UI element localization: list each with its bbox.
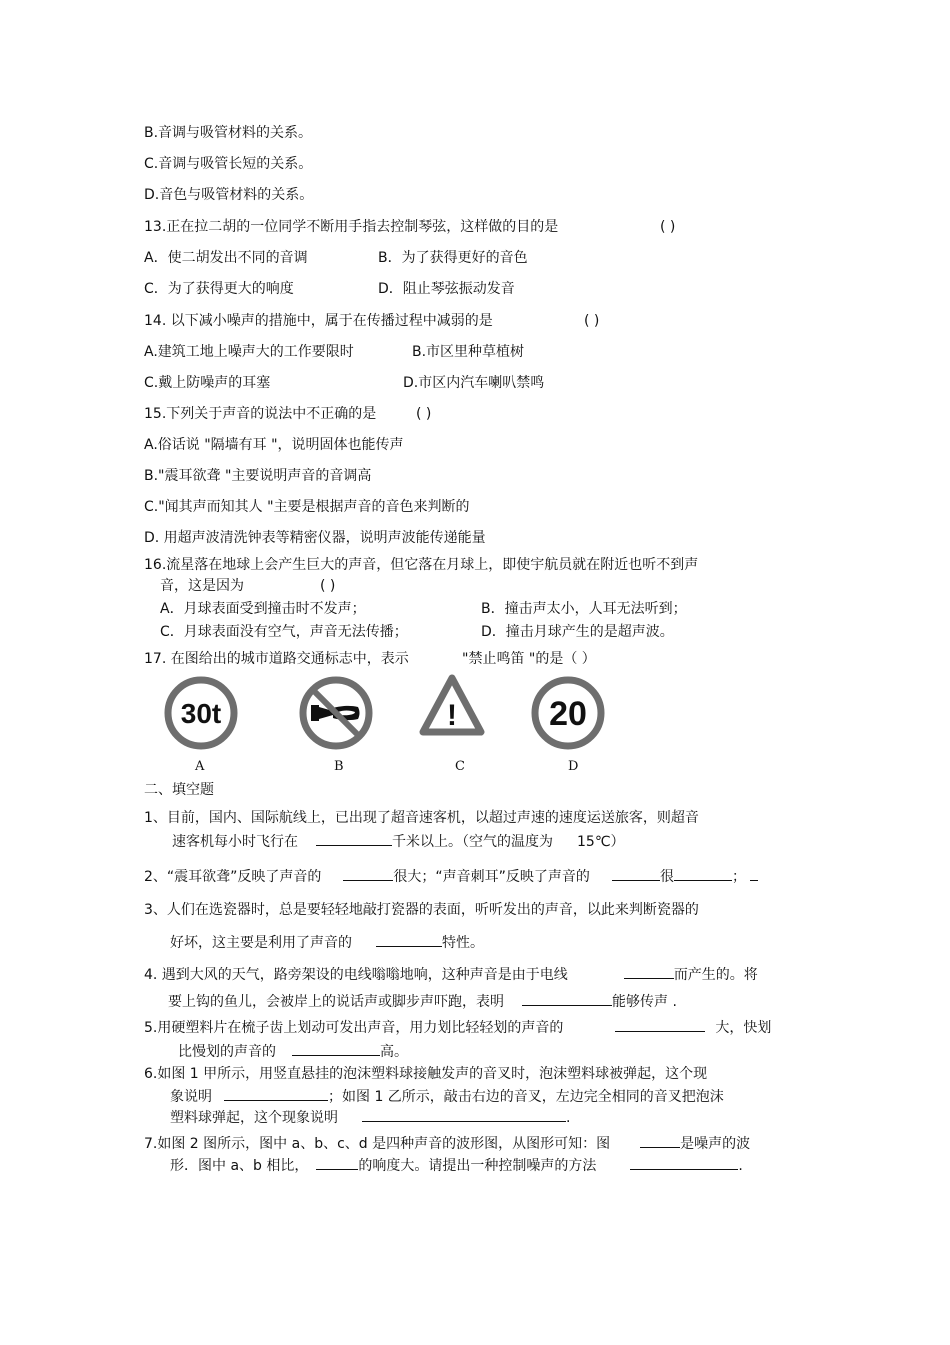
fill7-blank-2[interactable] — [316, 1155, 358, 1170]
q15-option-a: A.俗话说 "隔墙有耳 "，说明固体也能传声 — [144, 437, 404, 453]
fill1-blank[interactable] — [316, 831, 392, 846]
speed-limit-sign-text: 20 — [549, 695, 587, 733]
fill4-line2 — [168, 991, 677, 1011]
sign-label-a: A — [195, 759, 205, 774]
fill6-text-b: ；如图 1 乙所示，敲击右边的音叉，左边完全相同的音叉把泡沫 — [328, 1089, 724, 1105]
q16-answer-paren: ( ) — [320, 578, 336, 594]
fill6-line3 — [170, 1107, 570, 1127]
sign-label-d: D — [568, 759, 579, 774]
q14-option-c: C.戴上防噪声的耳塞 — [144, 375, 271, 391]
q12-option-d: D.音色与吸管材料的关系。 — [144, 187, 314, 203]
fill4-text-a: 4. 遇到大风的天气，路旁架设的电线嗡嗡地响，这种声音是由于电线 — [144, 967, 568, 983]
q13-option-c: C．为了获得更大的响度 — [144, 281, 294, 297]
fill6-text-d: . — [566, 1110, 571, 1126]
fill6-text-a: 象说明 — [170, 1089, 212, 1105]
weight-limit-sign-text: 30t — [180, 698, 222, 729]
fill3-line2 — [170, 932, 484, 952]
fill2-text-a: 2、“震耳欲聋”反映了声音的 — [144, 869, 322, 885]
q14-answer-paren: ( ) — [584, 313, 600, 329]
weight-limit-sign — [163, 675, 239, 751]
fill6-blank-1[interactable] — [224, 1086, 328, 1101]
q17-stem-quote: "禁止鸣笛 "的是（ ） — [462, 651, 596, 667]
fill4-text-d: 能够传声 . — [612, 994, 677, 1010]
q17-stem: 17. 在图给出的城市道路交通标志中，表示 — [144, 651, 409, 667]
q16-stem-line1: 16.流星落在地球上会产生巨大的声音，但它落在月球上，即使宇航员就在附近也听不到声 — [144, 557, 699, 573]
q14-option-d: D.市区内汽车喇叭禁鸣 — [403, 375, 545, 391]
fill5-blank-1[interactable] — [615, 1017, 705, 1032]
fill7-line1 — [144, 1133, 750, 1153]
fill2-text-b: 很大；“声音刺耳”反映了声音的 — [393, 869, 590, 885]
fill4-text-c: 要上钩的鱼儿，会被岸上的说话声或脚步声吓跑，表明 — [168, 994, 504, 1010]
fill3-text-b: 特性。 — [442, 935, 484, 951]
fill5-blank-2[interactable] — [292, 1041, 380, 1056]
q13-stem: 13.正在拉二胡的一位同学不断用手指去控制琴弦，这样做的目的是 — [144, 219, 559, 235]
fill2-blank-1[interactable] — [343, 866, 393, 881]
fill7-text-b: 是噪声的波 — [680, 1136, 751, 1152]
fill7-text-a: 7.如图 2 图所示，图中 a、b、c、d 是四种声音的波形图，从图形可知：图 — [144, 1136, 611, 1152]
fill6-blank-2[interactable] — [362, 1107, 566, 1122]
fill1-line2 — [172, 831, 625, 851]
fill5-text-b: 大，快划 — [715, 1020, 772, 1036]
warning-sign-text: ! — [447, 699, 457, 732]
fill2-blank-2[interactable] — [612, 866, 660, 881]
fill2-blank-4[interactable] — [750, 866, 758, 881]
q13-option-d: D．阻止琴弦振动发音 — [378, 281, 515, 297]
q16-stem-line2: 音，这是因为 — [160, 578, 244, 594]
section-title: 二、填空题 — [144, 782, 214, 798]
q14-stem: 14. 以下减小噪声的措施中，属于在传播过程中减弱的是 — [144, 313, 493, 329]
fill4-line1 — [144, 964, 758, 984]
fill1-text-a: 速客机每小时飞行在 — [172, 834, 298, 850]
fill7-text-c: 形．图中 a、b 相比， — [170, 1158, 309, 1174]
fill7-blank-3[interactable] — [630, 1155, 738, 1170]
fill5-text-d: 高。 — [380, 1044, 408, 1060]
q14-option-a: A.建筑工地上噪声大的工作要限时 — [144, 344, 354, 360]
fill7-text-d: 的响度大。请提出一种控制噪声的方法 — [358, 1158, 597, 1174]
q15-option-c: C."闻其声而知其人 "主要是根据声音的音色来判断的 — [144, 499, 470, 515]
fill2-text-d: ； — [731, 869, 746, 885]
sign-label-b: B — [334, 759, 344, 774]
fill1-text-b: 千米以上。（空气的温度为 — [392, 834, 553, 850]
q13-option-a: A．使二胡发出不同的音调 — [144, 250, 308, 266]
fill6-line1: 6.如图 1 甲所示，用竖直悬挂的泡沫塑料球接触发声的音叉时，泡沫塑料球被弹起，这个现 — [144, 1066, 708, 1082]
fill2-text-c: 很 — [659, 869, 674, 885]
fill4-text-b: 而产生的。将 — [673, 967, 758, 983]
fill7-blank-1[interactable] — [640, 1133, 680, 1148]
q14-option-b: B.市区里种草植树 — [412, 344, 525, 360]
fill5-text-c: 比慢划的声音的 — [178, 1044, 276, 1060]
q12-option-c: C.音调与吸管长短的关系。 — [144, 156, 313, 172]
q15-stem: 15.下列关于声音的说法中不正确的是 — [144, 406, 377, 422]
sign-label-c: C — [455, 759, 465, 774]
fill4-blank-1[interactable] — [624, 964, 674, 979]
fill1-line1: 1、目前，国内、国际航线上，已出现了超音速客机，以超过声速的速度运送旅客，则超音 — [144, 810, 699, 826]
speed-limit-sign — [530, 675, 606, 751]
fill5-line1 — [144, 1017, 771, 1037]
q15-answer-paren: ( ) — [416, 406, 432, 422]
fill1-text-c: 15℃） — [577, 834, 625, 850]
q16-option-b: B．撞击声太小，人耳无法听到； — [481, 601, 687, 617]
warning-sign — [419, 674, 485, 736]
q13-option-b: B．为了获得更好的音色 — [378, 250, 528, 266]
fill2-line — [144, 866, 758, 886]
q15-option-b: B."震耳欲聋 "主要说明声音的音调高 — [144, 468, 372, 484]
fill3-line1: 3、人们在选瓷器时，总是要轻轻地敲打瓷器的表面，听听发出的声音，以此来判断瓷器的 — [144, 902, 699, 918]
no-horn-sign — [298, 675, 374, 751]
fill2-blank-3[interactable] — [674, 866, 732, 881]
q16-option-d: D．撞击月球产生的是超声波。 — [481, 624, 674, 640]
fill6-text-c: 塑料球弹起，这个现象说明 — [170, 1110, 338, 1126]
fill7-line2 — [170, 1155, 743, 1175]
fill5-text-a: 5.用硬塑料片在梳子齿上划动可发出声音，用力划比轻轻划的声音的 — [144, 1020, 564, 1036]
fill7-text-e: . — [738, 1158, 743, 1174]
fill3-blank[interactable] — [376, 932, 442, 947]
fill4-blank-2[interactable] — [522, 991, 612, 1006]
fill5-line2 — [178, 1041, 408, 1061]
fill6-line2 — [170, 1086, 724, 1106]
q16-option-a: A．月球表面受到撞击时不发声； — [160, 601, 366, 617]
q13-answer-paren: ( ) — [660, 219, 676, 235]
q16-option-c: C．月球表面没有空气，声音无法传播； — [160, 624, 408, 640]
q15-option-d: D. 用超声波清洗钟表等精密仪器，说明声波能传递能量 — [144, 530, 486, 546]
q12-option-b: B.音调与吸管材料的关系。 — [144, 125, 313, 141]
fill3-text-a: 好坏，这主要是利用了声音的 — [170, 935, 352, 951]
